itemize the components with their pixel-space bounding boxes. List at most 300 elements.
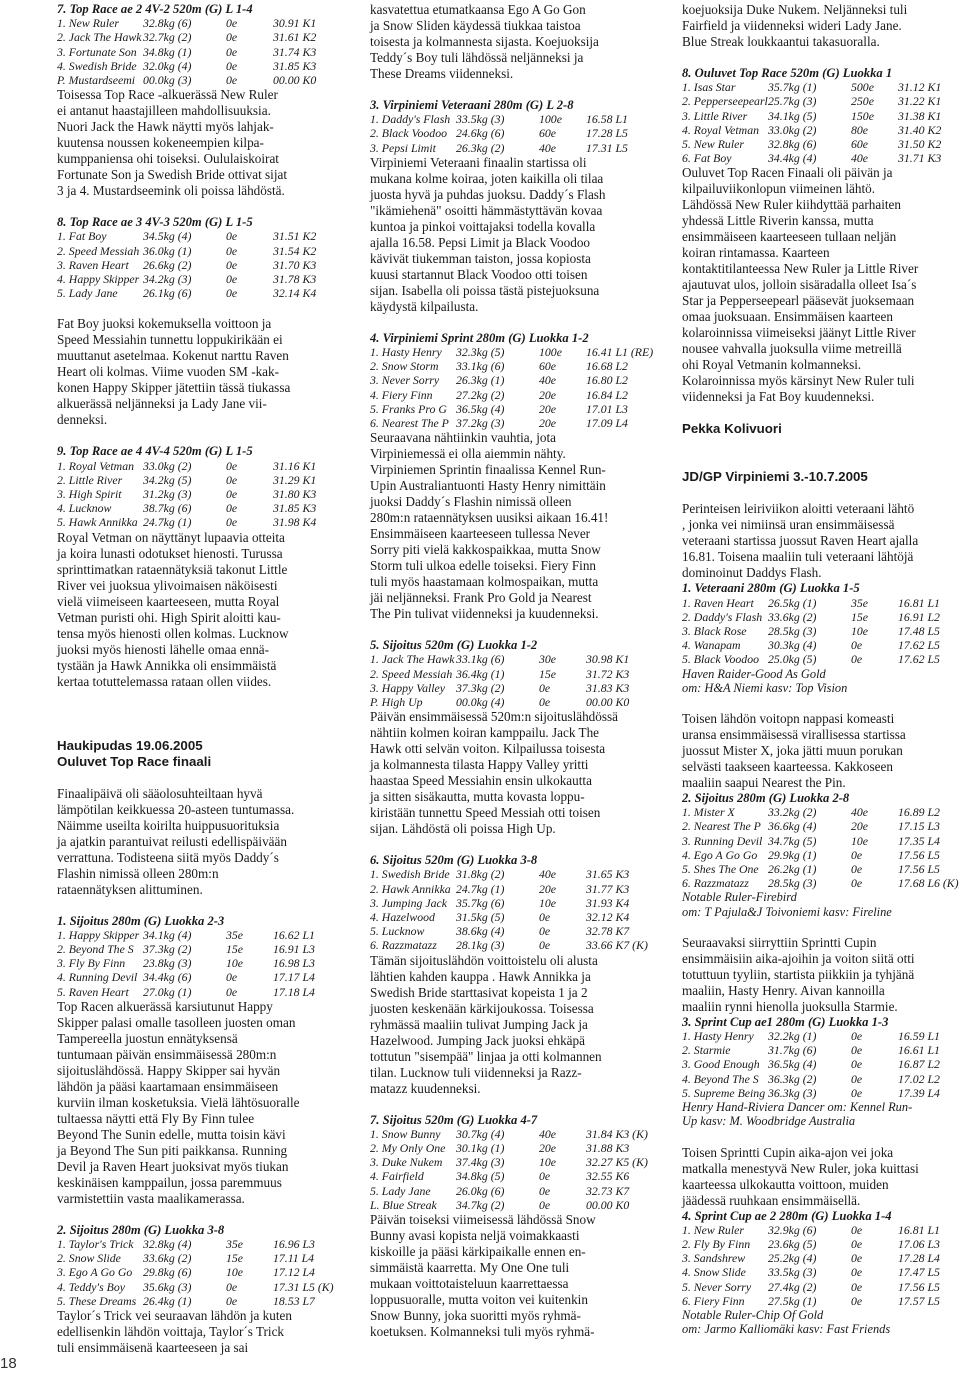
text-line: kävivät tiukemman taiston, jossa kopiosta (370, 250, 591, 266)
dog-name: 4. Running Devil (57, 970, 138, 985)
dog-name: 5. These Dreams (57, 1293, 137, 1308)
time-grade: 16.68 L2 (585, 359, 628, 374)
dog-name: 5. Franks Pro G (370, 401, 447, 416)
result-row (682, 137, 960, 151)
text-line: loppusuoralle, mutta voiton vei kuitenkin (370, 1292, 588, 1308)
result-row (370, 652, 660, 666)
prize: 60e (539, 126, 557, 141)
text-line: The Pin tulivat viidenneksi ja kuudenneksi. (370, 606, 599, 622)
prize: 0e (226, 1293, 238, 1308)
spacer (682, 485, 960, 501)
time-grade: 32.14 K4 (272, 286, 317, 301)
time-grade: 00.00 K0 (585, 695, 630, 710)
prize: 40e (539, 140, 557, 155)
dog-name: 4. Hazelwood (370, 910, 435, 925)
pedigree-line: Haven Raider-Good As Gold (682, 666, 826, 681)
weight-box: 34.1kg (4) (143, 927, 192, 942)
spacer (682, 695, 960, 711)
dog-name: 3. Fortunate Son (57, 44, 137, 59)
prize: 40e (539, 373, 557, 388)
text-line: varmistettiin vasta maalikamerassa. (57, 1190, 245, 1206)
prize: 40e (539, 867, 557, 882)
text-line: mukaan voittotaisteluun kaarrettaessa (370, 1276, 569, 1292)
result-row (682, 862, 960, 876)
text-line: Taylor´s Trick vei seuraavan lähdön ja kuten (57, 1308, 292, 1324)
text-line: These Dreams viidenneksi. (370, 66, 514, 81)
weight-box: 26.3kg (1) (456, 373, 505, 388)
result-row (370, 924, 660, 938)
weight-box: 36.4kg (1) (456, 666, 505, 681)
time-grade: 16.84 L2 (585, 387, 628, 402)
weight-box: 29.8kg (6) (143, 1265, 192, 1280)
dog-name: 1. Taylor's Trick (57, 1237, 134, 1252)
prize: 0e (539, 1169, 551, 1184)
text-line: toisesta ja kolmannesta sijasta. Koejuoksija (370, 34, 599, 49)
dog-name: 3. Duke Nukem (370, 1155, 443, 1170)
time-grade: 31.85 K3 (272, 501, 317, 516)
weight-box: 26.6kg (2) (143, 257, 192, 272)
time-grade: 17.56 L5 (897, 862, 940, 877)
prize: 0e (226, 501, 238, 516)
time-grade: 16.62 L1 (272, 927, 315, 942)
text-line: Flashin nimissä olleen 280m:n (57, 865, 219, 881)
text-line: omaa juoksuaan. Ensimmäisen kaarteen (682, 309, 893, 325)
text-line: juoksi Daddy´s Flashin nimissä olleen (370, 494, 572, 510)
weight-box: 36.0kg (1) (143, 243, 192, 258)
time-grade: 31.50 K2 (897, 137, 942, 152)
dog-name: 5. Hawk Annikka (57, 515, 138, 530)
time-grade: 32.27 K5 (K) (585, 1155, 648, 1170)
prize: 60e (851, 137, 869, 152)
race-heading: 7. Top Race ae 2 4V-2 520m (G) L 1-4 (57, 2, 253, 16)
text-line: kumppaniensa ohi toiseksi. Oululaiskoirat (57, 151, 279, 167)
weight-box: 33.5kg (3) (456, 112, 505, 127)
text-line: kuusi startannut Black Voodoo otti toisen (370, 266, 588, 282)
time-grade: 31.38 K1 (897, 108, 942, 123)
time-grade: 32.12 K4 (585, 910, 630, 925)
result-row (370, 1169, 660, 1183)
prize: 0e (226, 44, 238, 59)
result-row (370, 1141, 660, 1155)
dog-name: 3. Little River (682, 108, 748, 123)
weight-box: 24.7kg (1) (143, 515, 192, 530)
text-line: kilpailuviikonlopun viimeinen lähtö. (682, 181, 876, 197)
text-line: tuntumaan päivän ensimmäisessä 280m:n (57, 1046, 277, 1062)
dog-name: 2. Nearest The P (682, 819, 761, 834)
weight-box: 33.1kg (6) (456, 652, 505, 667)
result-row (57, 956, 347, 970)
text-line: 16.81. Toisena maaliin tuli veteraani lähtöjä (682, 549, 914, 565)
weight-box: 36.5kg (4) (456, 401, 505, 416)
race-heading: 5. Sijoitus 520m (G) Luokka 1-2 (370, 638, 538, 653)
time-grade: 17.56 L5 (897, 1279, 940, 1294)
weight-box: 27.5kg (1) (768, 1293, 817, 1308)
prize: 20e (539, 401, 557, 416)
text-line: matkalla menestyvä New Ruler, joka kuittasi (682, 1160, 919, 1176)
prize: 0e (226, 257, 238, 272)
race-heading: 6. Sijoitus 520m (G) Luokka 3-8 (370, 853, 538, 868)
text-line: lämpötilan keikkuessa 20-asteen tuntumassa. (57, 801, 295, 817)
text-line: Royal Vetman on näyttänyt lupaavia otteita (57, 529, 285, 545)
result-row (57, 244, 347, 258)
time-grade: 31.61 K2 (272, 30, 317, 45)
text-line: kurviin ilman kosketuksia. Vielä lähtösuoralle (57, 1094, 300, 1110)
dog-name: 4. Fairfield (370, 1169, 424, 1184)
dog-name: 5. Black Voodoo (682, 652, 759, 667)
pedigree-line: om: T Pajula&J Toivoniemi kasv: Fireline (682, 904, 892, 919)
result-row (682, 1043, 960, 1057)
weight-box: 32.8kg (6) (143, 16, 192, 31)
prize: 0e (226, 73, 238, 88)
text-line: Ensimmäiseen kaarteeseen tullessa Never (370, 526, 591, 542)
text-line: Seuraavana nähtiinkin vauhtia, jota (370, 430, 557, 446)
time-grade: 31.71 K3 (897, 151, 942, 166)
result-row (57, 286, 347, 300)
result-row (57, 515, 347, 529)
weight-box: 33.0kg (2) (143, 458, 192, 473)
text-line: tensa myös hienosti ollen kolmas. Lucknow (57, 625, 289, 641)
dog-name: 6. Fat Boy (682, 151, 732, 166)
weight-box: 37.2kg (3) (456, 416, 505, 431)
weight-box: 34.4kg (4) (768, 151, 817, 166)
prize: 15e (851, 609, 869, 624)
prize: 0e (851, 1057, 863, 1072)
result-row (370, 1127, 660, 1141)
section-title: Pekka Kolivuori (682, 421, 782, 437)
weight-box: 32.8kg (4) (143, 1237, 192, 1252)
dog-name: 1. Fat Boy (57, 229, 107, 244)
prize: 100e (539, 345, 562, 360)
result-row (57, 1237, 347, 1251)
result-row (682, 848, 960, 862)
weight-box: 30.3kg (4) (768, 638, 817, 653)
spacer (682, 50, 960, 66)
text-line: koejuoksija Duke Nukem. Neljänneksi tuli (682, 2, 908, 17)
time-grade: 17.15 L3 (897, 819, 940, 834)
weight-box: 36.6kg (4) (768, 819, 817, 834)
text-line: veteraani startissa juossut Raven Heart ajalla (682, 533, 919, 549)
dog-name: 1. Jack The Hawk (370, 652, 455, 667)
weight-box: 26.5kg (1) (768, 595, 817, 610)
text-line: Toisen Sprintti Cupin aika-ajon vei joka (682, 1144, 894, 1160)
result-row (57, 1280, 347, 1294)
prize: 0e (851, 638, 863, 653)
text-line: Ouluvet Top Racen Finaali oli päivän ja (682, 165, 893, 181)
weight-box: 26.1kg (6) (143, 286, 192, 301)
time-grade: 17.17 L4 (272, 970, 315, 985)
column-2 (370, 2, 660, 1340)
weight-box: 33.0kg (2) (768, 122, 817, 137)
text-line: Blue Streak loukkaantui takasuoralla. (682, 34, 880, 49)
text-line: Tämän sijoituslähdön voittoistelu oli alusta (370, 952, 598, 968)
text-line: nähtiin kolmen koiran kamppailu. Jack The (370, 725, 600, 741)
dog-name: 2. Speed Messiah (57, 243, 140, 258)
time-grade: 31.54 K2 (272, 243, 317, 258)
weight-box: 32.9kg (6) (768, 1222, 817, 1237)
result-row (57, 1294, 347, 1308)
pedigree-line: Notable Ruler-Firebird (682, 890, 797, 905)
dog-name: 2. Jack The Hawk (57, 30, 142, 45)
text-line: Hazelwood. Jumping Jack juoksi ehkäpä (370, 1032, 585, 1048)
prize: 0e (226, 984, 238, 999)
text-line: kuntoa ja pinkoi voittajaksi todella kovalla (370, 218, 596, 234)
dog-name: 1. Hasty Henry (370, 345, 442, 360)
dog-name: 2. Snow Slide (57, 1251, 121, 1266)
time-grade: 16.61 L1 (897, 1043, 940, 1058)
prize: 40e (851, 151, 869, 166)
dog-name: 5. Never Sorry (682, 1279, 752, 1294)
result-row (57, 970, 347, 984)
text-line: kertaa totuttelemassa rataan ollen viides. (57, 673, 272, 689)
race-heading: 7. Sijoitus 520m (G) Luokka 4-7 (370, 1112, 538, 1127)
text-line: juosten keskenään kärkijoukossa. Toisessa (370, 1000, 594, 1016)
text-line: ensimmäisiin aika-ajoihin ja voiton siitä otti (682, 950, 915, 966)
result-row (57, 501, 347, 515)
spacer (57, 428, 347, 444)
weight-box: 38.6kg (4) (456, 924, 505, 939)
time-grade: 31.12 K1 (897, 80, 942, 95)
prize: 10e (539, 895, 557, 910)
prize: 0e (226, 487, 238, 502)
weight-box: 34.8kg (1) (143, 44, 192, 59)
text-line: Perinteisen leiriviikon aloitti veteraani lähtö (682, 501, 915, 517)
dog-name: P. High Up (370, 695, 423, 710)
time-grade: 17.47 L5 (897, 1265, 940, 1280)
weight-box: 00.0kg (4) (456, 695, 505, 710)
weight-box: 31.2kg (3) (143, 487, 192, 502)
time-grade: 16.58 L1 (585, 112, 628, 127)
dog-name: 4. Wanapam (682, 638, 741, 653)
weight-box: 37.4kg (3) (456, 1155, 505, 1170)
text-line: 280m:n rataennätyksen uusiksi aikaan 16.41! (370, 510, 609, 526)
weight-box: 26.3kg (2) (456, 140, 505, 155)
text-line: Heart oli kolmas. Viime vuoden SM -kak- (57, 364, 280, 380)
time-grade: 32.55 K6 (585, 1169, 630, 1184)
text-line: ajautuvat ulos, jolloin sisäradalla olleet Isa´s (682, 277, 917, 293)
weight-box: 36.3kg (2) (768, 1071, 817, 1086)
spacer (57, 199, 347, 215)
time-grade: 17.02 L2 (897, 1071, 940, 1086)
text-line: ja ajatkin parantuivat reilusti edellispäivään (57, 833, 287, 849)
weight-box: 38.7kg (6) (143, 501, 192, 516)
weight-box: 31.7kg (6) (768, 1043, 817, 1058)
prize: 0e (851, 652, 863, 667)
result-row (682, 123, 960, 137)
dog-name: 2. Starmie (682, 1043, 731, 1058)
dog-name: 2. Hawk Annikka (370, 881, 451, 896)
text-line: maaliin saapui Nearest the Pin. (682, 775, 846, 791)
text-line: denneksi. (57, 412, 108, 428)
time-grade: 31.16 K1 (272, 458, 317, 473)
result-row (370, 1198, 660, 1212)
weight-box: 26.2kg (1) (768, 862, 817, 877)
text-line: tottutun "sisempää" linjaa ja otti kolmannen (370, 1048, 602, 1064)
time-grade: 17.35 L4 (897, 833, 940, 848)
dog-name: 1. New Ruler (57, 16, 119, 31)
weight-box: 30.7kg (4) (456, 1126, 505, 1141)
weight-box: 23.6kg (5) (768, 1236, 817, 1251)
text-line: Speed Messiahin tunnettu loppukirikään ei (57, 332, 283, 348)
dog-name: 2. Beyond The S (57, 942, 134, 957)
time-grade: 31.65 K3 (585, 867, 630, 882)
pedigree-line: Henry Hand-Riviera Dancer om: Kennel Run- (682, 1100, 913, 1115)
text-line: juossut Mister X, joka jätti muun porukan (682, 743, 903, 759)
prize: 0e (226, 515, 238, 530)
text-line: Lähdössä New Ruler kiihdyttää parhaiten (682, 197, 901, 213)
weight-box: 28.1kg (3) (456, 938, 505, 953)
spacer (682, 437, 960, 453)
dog-name: 6. Nearest The P (370, 416, 449, 431)
result-row (370, 416, 660, 430)
text-line: yhdessä Little Riverin kanssa, mutta (682, 213, 874, 229)
dog-name: 2. Pepperseepearl (682, 94, 768, 109)
time-grade: 18.53 L7 (272, 1293, 315, 1308)
result-row (682, 876, 960, 890)
race-heading: 2. Sijoitus 280m (G) Luokka 2-8 (682, 791, 850, 806)
prize: 100e (539, 112, 562, 127)
dog-name: 2. Snow Storm (370, 359, 439, 374)
time-grade: 31.22 K1 (897, 94, 942, 109)
time-grade: 31.85 K3 (272, 58, 317, 73)
result-row (370, 667, 660, 681)
weight-box: 33.1kg (6) (456, 359, 505, 374)
text-line: Teddy´s Boy tuli lähdössä neljänneksi ja (370, 50, 584, 65)
text-line: maaliin rynni hienolla juoksulla Starmie. (682, 998, 898, 1014)
time-grade: 30.98 K1 (585, 652, 630, 667)
text-line: keskinäisen kamppailun, jossa paremmuus (57, 1174, 282, 1190)
prize: 0e (851, 1043, 863, 1058)
text-line: Swedish Bride starttasivat kopeista 1 ja 2 (370, 984, 588, 1000)
text-line: viidenneksi ja Fat Boy kuudenneksi. (682, 389, 875, 405)
time-grade: 17.18 L4 (272, 984, 315, 999)
result-row (57, 1265, 347, 1279)
text-line: Vetman puristi ohi. High Spirit aloitti kau- (57, 609, 281, 625)
dog-name: 2. Little River (57, 472, 123, 487)
spacer (682, 453, 960, 469)
text-line: tuli myös haastamaan kolmospaikan, mutta (370, 574, 599, 590)
section-title: Haukipudas 19.06.2005 (57, 737, 203, 753)
dog-name: 3. High Spirit (57, 487, 122, 502)
text-line: Virpiniemessä ei olla aiemmin nähty. (370, 446, 566, 462)
result-row (370, 681, 660, 695)
time-grade: 17.56 L5 (897, 847, 940, 862)
result-row (57, 229, 347, 243)
weight-box: 33.6kg (2) (143, 1251, 192, 1266)
result-row (370, 896, 660, 910)
result-row (57, 16, 347, 30)
text-line: ajalla 16.58. Pepsi Limit ja Black Voodoo (370, 234, 591, 250)
text-line: kuutensa noussen kokeneempien kilpa- (57, 135, 264, 151)
time-grade: 17.06 L3 (897, 1236, 940, 1251)
text-line: Seuraavaksi siirryttiin Sprintti Cupin (682, 934, 877, 950)
result-row (682, 1294, 960, 1308)
prize: 15e (226, 1251, 244, 1266)
race-heading: 1. Sijoitus 280m (G) Luokka 2-3 (57, 913, 225, 928)
column-1 (57, 2, 347, 1356)
prize: 0e (851, 1279, 863, 1294)
text-line: dominoinut Daddys Flash. (682, 565, 822, 581)
time-grade: 17.31 L5 (585, 140, 628, 155)
time-grade: 16.89 L2 (897, 805, 940, 820)
race-heading: 4. Virpiniemi Sprint 280m (G) Luokka 1-2 (370, 330, 589, 345)
prize: 0e (851, 1071, 863, 1086)
text-line: haastaa Speed Messiahin ensin ulkokautta (370, 773, 592, 789)
weight-box: 00.0kg (3) (143, 73, 192, 88)
dog-name: 1. Raven Heart (682, 595, 754, 610)
time-grade: 31.88 K3 (585, 1141, 630, 1156)
prize: 0e (539, 695, 551, 710)
text-line: Kolaroinnissa myös kärsinyt New Ruler tuli (682, 373, 915, 389)
prize: 250e (851, 94, 874, 109)
result-row (57, 30, 347, 44)
text-line: kasvatettua etumatkaansa Ego A Go Gon (370, 2, 586, 17)
spacer (370, 622, 660, 638)
text-line: koiran rintamassa. Kaarteen (682, 245, 830, 261)
dog-name: 4. Happy Skipper (57, 272, 140, 287)
text-line: maaliin, Hasty Henry. Aivan kannoilla (682, 982, 885, 998)
result-row (370, 112, 660, 126)
time-grade: 33.66 K7 (K) (585, 938, 648, 953)
result-row (682, 80, 960, 94)
dog-name: 6. Razzmatazz (370, 938, 437, 953)
weight-box: 34.2kg (5) (143, 472, 192, 487)
prize: 40e (539, 1126, 557, 1141)
prize: 150e (851, 108, 874, 123)
page-number: 18 (0, 1355, 17, 1372)
dog-name: 3. Raven Heart (57, 257, 129, 272)
weight-box: 34.8kg (5) (456, 1169, 505, 1184)
prize: 0e (539, 680, 551, 695)
prize: 30e (539, 652, 557, 667)
time-grade: 31.70 K3 (272, 257, 317, 272)
weight-box: 31.8kg (2) (456, 867, 505, 882)
text-line: mukana kolme koiraa, joten kaikilla oli tilaa (370, 170, 604, 186)
result-row (682, 1251, 960, 1265)
text-line: uransa ensimmäisessä virallisessa startissa (682, 727, 906, 743)
weight-box: 25.7kg (3) (768, 94, 817, 109)
dog-name: 1. New Ruler (682, 1222, 744, 1237)
time-grade: 31.98 K4 (272, 515, 317, 530)
spacer (57, 1207, 347, 1223)
time-grade: 17.68 L6 (K) (897, 876, 959, 891)
text-line: juoksi myös hienosti lähelle omaa ennä- (57, 641, 270, 657)
weight-box: 32.7kg (2) (143, 30, 192, 45)
weight-box: 37.3kg (2) (143, 942, 192, 957)
text-line: , jonka vei nimiinsä uran ensimmäisessä (682, 517, 895, 533)
text-line: alkuerässä neljänneksi ja Lady Jane vii- (57, 396, 267, 412)
dog-name: 3. Running Devil (682, 833, 763, 848)
spacer (370, 82, 660, 98)
weight-box: 29.9kg (1) (768, 847, 817, 862)
result-row (57, 487, 347, 501)
text-line: rataennätyksen alittuminen. (57, 881, 203, 897)
prize: 10e (539, 1155, 557, 1170)
time-grade: 17.09 L4 (585, 416, 628, 431)
time-grade: 16.59 L1 (897, 1029, 940, 1044)
dog-name: 5. Shes The One (682, 862, 759, 877)
text-line: sprinttimatkan rataennätyksiä takonut Little (57, 561, 288, 577)
text-line: tuli ensimmäisenä kaarteeseen ja sai (57, 1340, 249, 1356)
text-line: Top Racen alkuerässä karsiutunut Happy (57, 998, 273, 1014)
section-title: JD/GP Virpiniemi 3.-10.7.2005 (682, 469, 868, 485)
dog-name: 4. Fiery Finn (370, 387, 433, 402)
prize: 0e (226, 458, 238, 473)
result-row (370, 938, 660, 952)
weight-box: 33.6kg (2) (768, 609, 817, 624)
result-row (57, 59, 347, 73)
time-grade: 16.81 L1 (897, 595, 940, 610)
prize: 0e (851, 1236, 863, 1251)
